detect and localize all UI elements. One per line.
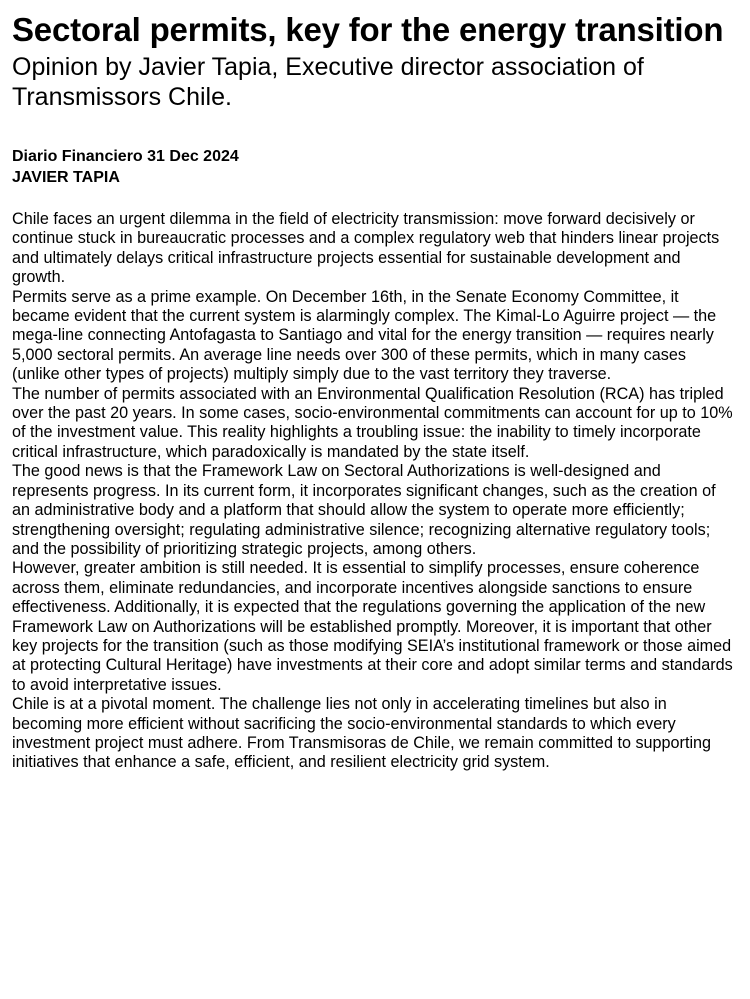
article-body <box>12 210 738 773</box>
paragraph: Permits serve as a prime example. On December 16th, in the Senate Economy Committee, it became evident that the current system is alarmingly complex. The Kimal-Lo Aguirre project — the mega-line connecting Antofagasta to Santiago and vital for the energy transition — requires nearly 5,000 sectoral permits. An average line needs over 300 of these permits, which in many cases (unlike other types of projects) multiply simply due to the vast territory they traverse. <box>12 287 717 384</box>
article-title: Sectoral permits, key for the energy transition <box>12 11 724 48</box>
article-subtitle: Opinion by Javier Tapia, Executive director association of Transmissors Chile. <box>12 53 644 111</box>
article-meta <box>12 146 738 188</box>
paragraph: Chile faces an urgent dilemma in the field of electricity transmission: move forward decisively or continue stuck in bureaucratic processes and a complex regulatory web that hinders linear projects and ultimately delays critical infrastructure projects essential for sustainable development and growth. <box>12 210 720 287</box>
paragraph: Chile is at a pivotal moment. The challenge lies not only in accelerating timelines but also in becoming more efficient without sacrificing the socio-environmental standards to which every investment project must adhere. From Transmisoras de Chile, we remain committed to supporting initiatives that enhance a safe, efficient, and resilient electricity grid system. <box>12 695 712 772</box>
paragraph: The good news is that the Framework Law on Sectoral Authorizations is well-designed and represents progress. In its current form, it incorporates significant changes, such as the creation of an administrative body and a platform that should allow the system to operate more efficiently; strengthening oversight; regulating administrative silence; recognizing alternative regulatory tools; and the possibility of prioritizing strategic projects, among others. <box>12 462 716 558</box>
author-name: JAVIER TAPIA <box>12 169 120 186</box>
source-date: Diario Financiero 31 Dec 2024 <box>12 148 239 165</box>
paragraph: However, greater ambition is still needed. It is essential to simplify processes, ensure coherence across them, eliminate redundancies, and incorporate incentives alongside sanctions to ensure effectiveness. Additionally, it is expected that the regulations governing the application of the new Framework Law on Authorizations will be established promptly. Moreover, it is important that other key projects for the transition (such as those modifying SEIA’s institutional framework or those aimed at protecting Cultural Heritage) have investments at their core and adopt similar terms and standards to avoid interpretative issues. <box>12 559 733 694</box>
paragraph: The number of permits associated with an Environmental Qualification Resolution (RCA) has tripled over the past 20 years. In some cases, socio-environmental commitments can account for up to 10% of the investment value. This reality highlights a troubling issue: the inability to timely incorporate critical infrastructure, which paradoxically is mandated by the state itself. <box>12 384 733 461</box>
